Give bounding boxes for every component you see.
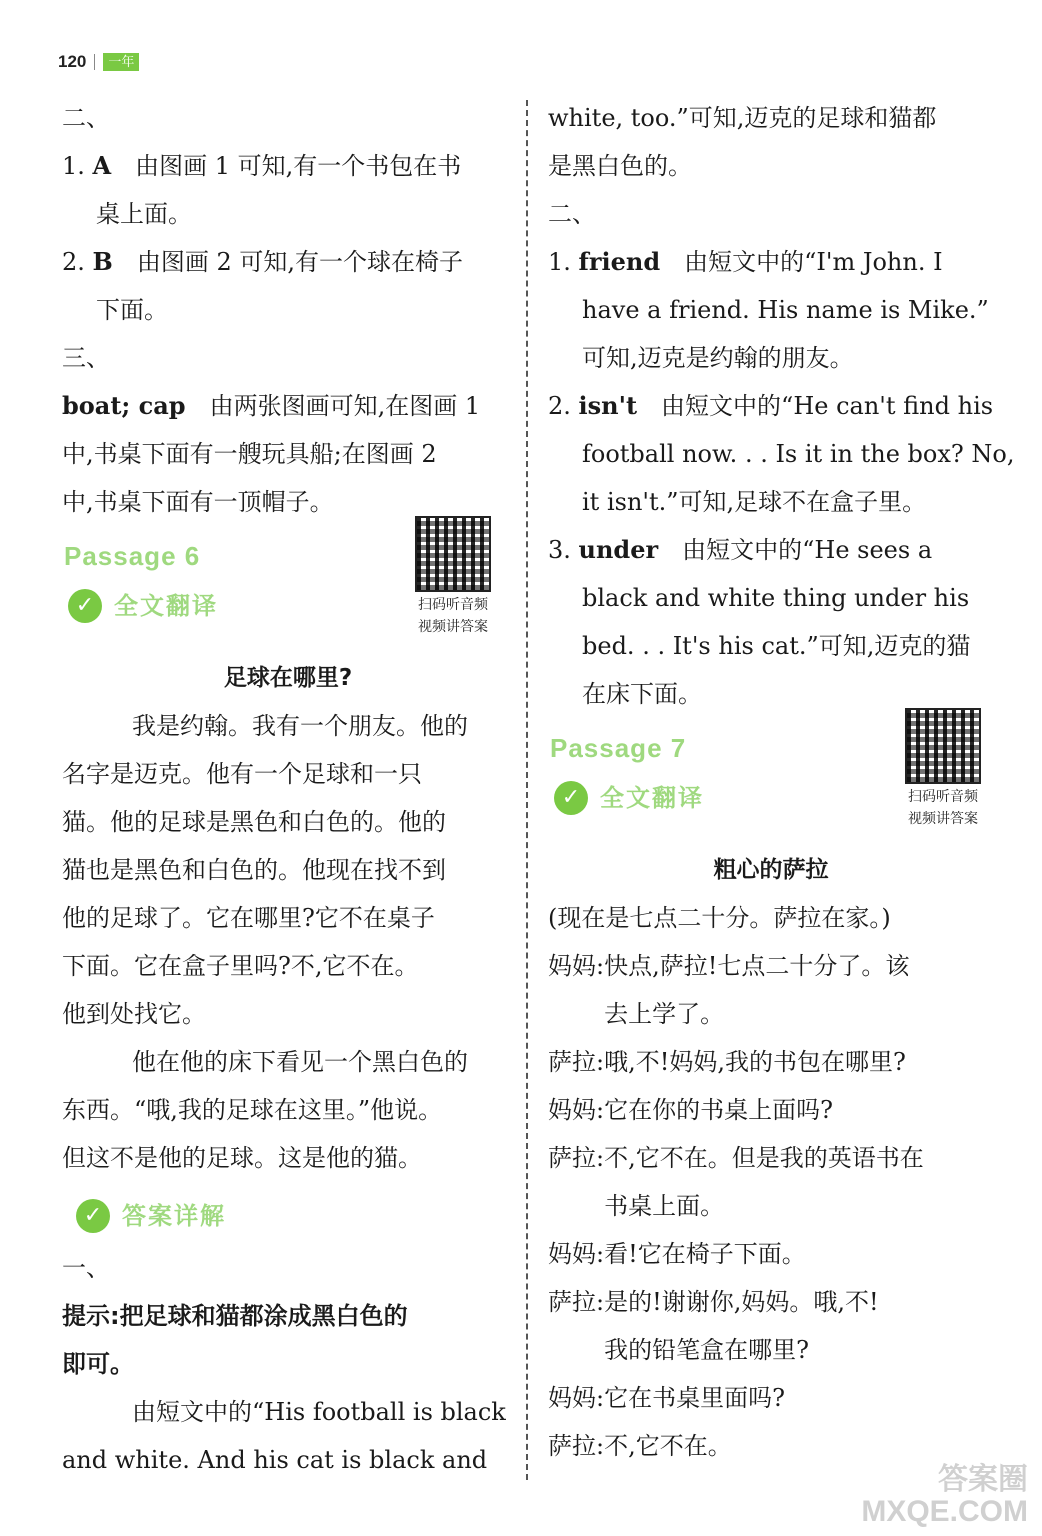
speaker: 萨拉: bbox=[548, 1432, 605, 1460]
badge-label: 答案详解 bbox=[122, 1202, 226, 1230]
answer-number: 2. bbox=[548, 392, 579, 420]
dialogue-turn bbox=[548, 1134, 994, 1230]
answer-text: 由图画 1 可知,有一个书包在书 bbox=[111, 152, 462, 180]
scene-line: (现在是七点二十分。萨拉在家。) bbox=[548, 904, 891, 932]
speaker: 妈妈: bbox=[548, 1096, 605, 1124]
utterance: 我的铅笔盒在哪里? bbox=[604, 1336, 809, 1364]
utterance: 去上学了。 bbox=[604, 1000, 725, 1028]
dialogue-turn bbox=[548, 1038, 994, 1086]
answer-3-cont: black and white thing under his bbox=[582, 584, 970, 612]
site-watermark bbox=[861, 1464, 1028, 1528]
utterance: 哦,不!妈妈,我的书包在哪里? bbox=[604, 1048, 906, 1076]
check-icon: ✓ bbox=[76, 1199, 110, 1233]
left-column bbox=[62, 94, 514, 1484]
watermark-url: MXQE.COM bbox=[861, 1495, 1028, 1528]
utterance: 不,它不在。 bbox=[604, 1432, 732, 1460]
watermark-logo: 答案圈 bbox=[938, 1463, 1028, 1496]
answer-number: 1. bbox=[62, 152, 93, 180]
answer-2 bbox=[548, 382, 994, 430]
story-line: 他到处找它。 bbox=[62, 1000, 206, 1028]
answer-1-cont: have a friend. His name is Mike.” bbox=[582, 296, 989, 324]
answer-3-cont: 在床下面。 bbox=[582, 680, 702, 708]
story-line: 猫也是黑色和白色的。他现在找不到 bbox=[62, 856, 446, 884]
answer-2-cont: it isn't.”可知,足球不在盒子里。 bbox=[582, 488, 927, 516]
answer-key: under bbox=[578, 535, 659, 564]
answer-1 bbox=[548, 238, 994, 286]
badge-label: 全文翻译 bbox=[114, 592, 218, 620]
passage-title: Passage 7 bbox=[550, 733, 687, 763]
answer-1 bbox=[62, 142, 514, 190]
explanation-line: 由短文中的“His football is black bbox=[132, 1398, 506, 1426]
translation-badge bbox=[68, 582, 218, 630]
utterance: 它在书桌里面吗? bbox=[604, 1384, 785, 1412]
story-line: 名字是迈克。他有一个足球和一只 bbox=[62, 760, 422, 788]
answer-key: B bbox=[92, 247, 113, 276]
dialogue-turn bbox=[548, 1422, 994, 1470]
badge-label: 全文翻译 bbox=[600, 784, 704, 812]
story-paragraph-2 bbox=[62, 1038, 514, 1182]
section-heading-3: 三、 bbox=[62, 344, 110, 372]
qr-caption: 视频讲答案 bbox=[908, 811, 978, 827]
column-divider bbox=[526, 100, 528, 1480]
speaker: 萨拉: bbox=[548, 1144, 605, 1172]
section-heading-2: 二、 bbox=[62, 104, 110, 132]
utterance: 快点,萨拉!七点二十分了。该 bbox=[604, 952, 910, 980]
passage-6-header bbox=[62, 526, 514, 654]
passage-7-header bbox=[548, 718, 994, 846]
dialogue-turn bbox=[548, 1374, 994, 1422]
detail-badge bbox=[76, 1192, 226, 1240]
answer-key: isn't bbox=[578, 391, 638, 420]
story-line: 我是约翰。我有一个朋友。他的 bbox=[132, 712, 468, 740]
speaker: 萨拉: bbox=[548, 1288, 605, 1316]
story-line: 他的足球了。它在哪里?它不在桌子 bbox=[62, 904, 435, 932]
speaker: 萨拉: bbox=[548, 1048, 605, 1076]
dialogue bbox=[548, 942, 994, 1470]
dialogue-turn bbox=[548, 942, 994, 1038]
dialogue-turn bbox=[548, 1230, 994, 1278]
utterance: 是的!谢谢你,妈妈。哦,不! bbox=[604, 1288, 879, 1316]
answer-text: 由短文中的“He sees a bbox=[658, 536, 933, 564]
speaker: 妈妈: bbox=[548, 1240, 605, 1268]
continuation-line: 是黑白色的。 bbox=[548, 152, 692, 180]
story-title: 粗心的萨拉 bbox=[713, 857, 829, 883]
story-line: 东西。“哦,我的足球在这里。”他说。 bbox=[62, 1096, 443, 1124]
answer-key: friend bbox=[578, 247, 661, 276]
check-icon: ✓ bbox=[68, 589, 102, 623]
story-line: 他在他的床下看见一个黑白色的 bbox=[132, 1048, 468, 1076]
answer-3 bbox=[62, 382, 514, 430]
story-line: 但这不是他的足球。这是他的猫。 bbox=[62, 1144, 422, 1172]
section-heading-2: 二、 bbox=[548, 200, 596, 228]
answer-text: 由短文中的“I'm John. I bbox=[660, 248, 943, 276]
answer-number: 3. bbox=[548, 536, 579, 564]
answer-key: boat; cap bbox=[62, 391, 186, 420]
qr-code-icon[interactable] bbox=[415, 516, 491, 592]
answer-3-cont: 中,书桌下面有一顶帽子。 bbox=[62, 488, 334, 516]
utterance: 不,它不在。但是我的英语书在 bbox=[604, 1144, 924, 1172]
qr-caption: 扫码听音频 bbox=[908, 789, 978, 805]
answer-3-cont: 中,书桌下面有一艘玩具船;在图画 2 bbox=[62, 440, 437, 468]
answer-1-cont: 可知,迈克是约翰的朋友。 bbox=[582, 344, 854, 372]
utterance: 书桌上面。 bbox=[604, 1192, 725, 1220]
answer-text: 由两张图画可知,在图画 1 bbox=[185, 392, 481, 420]
detail-badge-row bbox=[62, 1182, 514, 1238]
hint-line: 即可。 bbox=[62, 1350, 134, 1378]
qr-caption: 视频讲答案 bbox=[418, 619, 488, 635]
speaker: 妈妈: bbox=[548, 952, 605, 980]
answer-text: 由图画 2 可知,有一个球在椅子 bbox=[112, 248, 463, 276]
answer-text: 由短文中的“He can't find his bbox=[637, 392, 994, 420]
story-line: 猫。他的足球是黑色和白色的。他的 bbox=[62, 808, 446, 836]
answer-number: 2. bbox=[62, 248, 93, 276]
qr-block bbox=[408, 516, 498, 636]
story-paragraph-1 bbox=[62, 702, 514, 1038]
qr-block bbox=[898, 708, 988, 828]
dialogue-turn bbox=[548, 1086, 994, 1134]
passage-title: Passage 6 bbox=[64, 541, 201, 571]
dialogue-turn bbox=[548, 1278, 994, 1374]
speaker: 妈妈: bbox=[548, 1384, 605, 1412]
story-title: 足球在哪里? bbox=[223, 665, 353, 691]
qr-code-icon[interactable] bbox=[905, 708, 981, 784]
grade-tag: 一年 bbox=[103, 53, 139, 71]
answer-3-cont: bed. . . It's his cat.”可知,迈克的猫 bbox=[582, 632, 971, 660]
qr-caption: 扫码听音频 bbox=[418, 597, 488, 613]
check-icon: ✓ bbox=[554, 781, 588, 815]
story-line: 下面。它在盒子里吗?不,它不在。 bbox=[62, 952, 419, 980]
utterance: 看!它在椅子下面。 bbox=[604, 1240, 806, 1268]
continuation-line: white, too.”可知,迈克的足球和猫都 bbox=[548, 104, 937, 132]
answer-3 bbox=[548, 526, 994, 574]
utterance: 它在你的书桌上面吗? bbox=[604, 1096, 833, 1124]
header-divider bbox=[94, 54, 95, 70]
answer-1-cont: 桌上面。 bbox=[96, 200, 192, 228]
section-heading-1: 一、 bbox=[62, 1254, 110, 1282]
page-header bbox=[58, 50, 139, 74]
explanation-line: and white. And his cat is black and bbox=[62, 1446, 488, 1474]
answer-2 bbox=[62, 238, 514, 286]
right-column bbox=[548, 94, 1015, 1470]
page-number: 120 bbox=[58, 52, 87, 71]
translation-badge bbox=[554, 774, 704, 822]
answer-key: A bbox=[92, 151, 112, 180]
hint-line: 提示:把足球和猫都涂成黑白色的 bbox=[62, 1302, 408, 1330]
answer-2-cont: 下面。 bbox=[96, 296, 168, 324]
answer-number: 1. bbox=[548, 248, 579, 276]
answer-2-cont: football now. . . Is it in the box? No, bbox=[582, 440, 1015, 468]
